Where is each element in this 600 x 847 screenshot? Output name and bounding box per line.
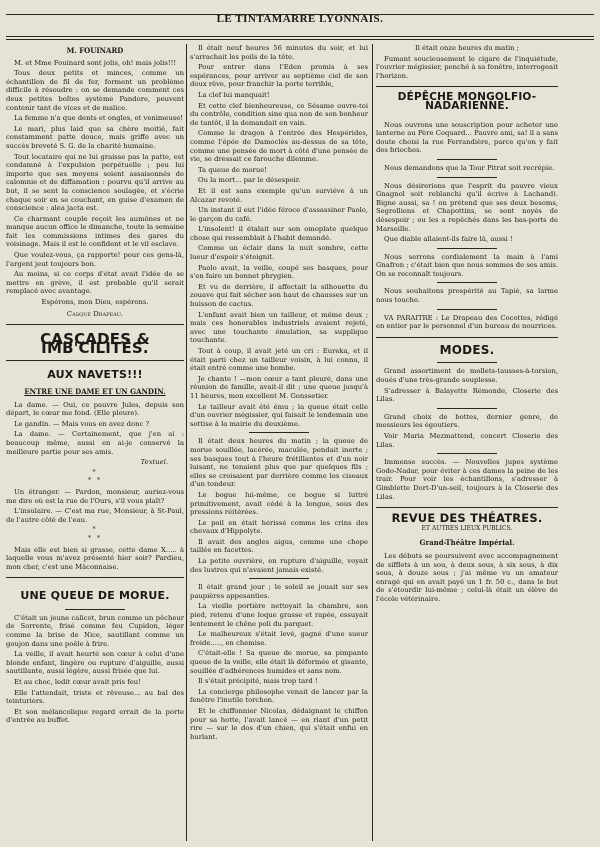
- paragraph: Le poil en était hérissé comme les crins des chevaux d'Hippolyte.: [190, 518, 368, 536]
- paragraph: Il s'était précipité, mais trop tard !: [198, 677, 318, 686]
- paragraph: Immense succès. — Nouvelles jupes système Godo-Nadar, pour éviter à ces dames la peine de les trair. Pour voir les échantillons, s'adresser à Gimblette Dort-D'un-seil, toujours à la Closerie des Lilas.: [376, 458, 558, 501]
- paragraph: Nous désirerions que l'esprit du pauvre vieux Gnagnol soit reblanchi qu'il écrive à Lachand). Bigne aussi, sa ! on prétend que ses deux besoms, Segrolliens et Chapottins, se sont noyés de désespoir ; ou les a repêchés dans les bas-ports de Marseille.: [376, 181, 558, 233]
- paragraph: Fumant soucieusement le cigare de l'inquiétude, l'ouvrier mégissier, penché à sa fenêtre, interrogeait l'horizon.: [376, 54, 558, 80]
- paragraph: Nous souhaitons prospérité au Tapié, sa larme nous touche.: [376, 287, 558, 305]
- paragraph: Voir Maria Mezmattend, concert Closerie des Lilas.: [376, 432, 558, 449]
- column-right: [376, 44, 558, 841]
- section-rule: [6, 324, 184, 325]
- paragraph: Mais elle est bien si grasse, cette dame X..... à laquelle vous m'avez présenté hier soir? Pardieu, mon cher, c'est une Mâconnaise.: [6, 545, 184, 571]
- paragraph: Que voulez-vous, ça rapporte! pour ces gens-là, l'argent jeut toujours bon.: [6, 251, 184, 268]
- section-heading-revue: REVUE DES THÉATRES.: [391, 511, 543, 526]
- separator-asterisks: * * *: [88, 526, 102, 542]
- paragraph: Le mari, plus laid que sa chère moitié, fait constamment patte douce, mais griffe avec un succès breveté S. G. de la charité humaine.: [6, 124, 184, 150]
- article-heading-navets: AUX NAVETS!!!: [47, 368, 143, 382]
- paragraph: Pour entrer dans l'Eden promis à ses espérances, pour arriver au septième ciel de son doux rêve, pour franchir la porte terrible,: [190, 63, 368, 89]
- paragraph: La vieille portière nettoyait la chambre, son pied, retenu d'une loque grasse et rapée, essuyait lentement le chêne poli du parquet.: [190, 602, 368, 628]
- paragraph: Elle l'attendait, triste et rêveuse... au bal des teinturiers.: [6, 688, 184, 706]
- dialog-line: Le gandin. — Mais vous en avez donc ?: [14, 419, 150, 428]
- paragraph: Je chante ! —mon cœur a tant pleuré, dans une réunion de famille, avait-il dit ; une queue jusqu'à 11 heures, mon excellent M. Gonssetier.: [190, 374, 368, 400]
- column-left: [6, 44, 184, 841]
- dialog-line: L'insulaire. — C'est ma rue, Monsieur, à St-Paul, de l'autre côté de l'eau.: [6, 507, 184, 524]
- paragraph: Le tailleur avait été ému ; la queue était celle d'un ouvrier mégissier, qui faisait le lendemain une sottise à la mairie du deuxième.: [190, 402, 368, 428]
- paragraph: L'insolent! il étalait sur son omoplate quelque chose qui ressemblait à l'habit demandé.: [190, 225, 368, 242]
- dialog-line: Un étranger. — Pardon, monsieur, auriez-vous me dire où est la rue de l'Ours, s'il vous plaît?: [6, 487, 184, 505]
- column-middle: [190, 44, 368, 841]
- paragraph: Et au choc, ledit cœur avait pris feu!: [14, 678, 141, 687]
- signature: Casque Drapeau.: [66, 309, 124, 318]
- heading-underline: [65, 609, 125, 610]
- section-rule: [6, 360, 184, 361]
- separator-rule: [437, 159, 497, 160]
- paragraph: La femme n'a que dents et ongles, et venimeuse!: [14, 114, 183, 123]
- separator-rule: [437, 248, 497, 249]
- paragraph: La concierge philosophe venait de lancer par la fenêtre l'inutile torchon.: [190, 687, 368, 705]
- paragraph: Il était grand jour ; le soleil se jouait sur ses paupières appesanties.: [190, 583, 368, 600]
- paragraph: Et son mélancolique regard errait de la porte d'entrée au buffet.: [6, 707, 184, 725]
- paragraph: Et le chiffonnier Nicolas, dédaignant le chiffon pour sa hotte, l'avait lancé — en riant d'un petit rire — sur le dos d'un chien, qui s'était enfui en hurlant.: [190, 706, 368, 741]
- paragraph: S'adresser à Balayette Rémonde, Closerie des Lilas.: [376, 386, 558, 404]
- section-rule: [376, 86, 558, 87]
- paragraph: Et cette clef bienheureuse, ce Sésame ouvre-toi du contrôle, condition sine qua non de son bonheur de tantôt, il la demandait en vain.: [190, 101, 368, 127]
- paragraph: Tous deux petits et minces, comme un échantillon de fil de fer, forment un problème difficile à résoudre : on se demande comment ces deux petites boîtes système Pandore, peuvent contenir tant de vices et de malice.: [6, 69, 184, 112]
- paragraph: C'était-elle ! Sa queue de morue, sa pimpante queue de la veille, elle était là déformée et gisante, souillée d'adhérences humides et sans nom.: [190, 649, 368, 675]
- section-rule: [376, 507, 558, 508]
- newspaper-title: LE TINTAMARRE LYONNAIS.: [216, 13, 384, 25]
- separator-rule: [437, 177, 497, 178]
- section-rule: [6, 577, 184, 578]
- article-heading-queue: UNE QUEUE DE MORUE.: [20, 589, 170, 603]
- separator-rule: [437, 408, 497, 409]
- paragraph: Nous ouvrons une souscription pour acheter une lanterne au Père Coquard... Pauvre ami, sa! il a sans doute choisi la rue Ferrandière, parce qu'on y fait des brioches.: [376, 120, 558, 155]
- dialog-line: La dame. — Certainement, que j'en ai : beaucoup même, aussi en ai-je conservé la meilleure partie pour ses amis.: [6, 430, 184, 456]
- paragraph: Le bogue lui-même, ce bogue si luttré primitivement, avait cédé à la longue, sous des pressions réitérées.: [190, 490, 368, 517]
- paragraph: Que diable allaient-ils faire là, aussi !: [384, 235, 513, 244]
- paragraph: Il avait des angles aigus, comme une chope taillée en facettes.: [190, 537, 368, 555]
- section-heading-modes: MODES.: [439, 342, 495, 357]
- paragraph: Et vu de derrière, il affectait la silhouette du zouave qui fait sécher son haut de chausses sur un buisson de cactus.: [190, 282, 368, 309]
- paragraph: Et il est sans exemple qu'un surviéve à un Alcazar revoté.: [190, 186, 368, 204]
- paragraph: La veille, il avait heurté son cœur à celui d'une blonde enfant, lingère ou rupture d'aiguille, aussi sautillante, aussi légère, aussi frisée que lui.: [6, 650, 184, 676]
- paragraph: Comme un éclair dans la nuit sombre, cette lueur d'espoir s'éteignit.: [190, 244, 368, 262]
- article-fouinard: [6, 59, 184, 307]
- dialog-line: La dame. — Oui, ce pauvre Jules, depuis son départ, le cœur me fond. (Elle pleure).: [6, 400, 184, 418]
- column-divider: [372, 44, 373, 841]
- paragraph: Paolo avait, la veille, coupé ses basques, pour s'en faire un bonnet phrygien.: [190, 263, 368, 281]
- separator-rule: [437, 282, 497, 283]
- paragraph: Ou la mort... par le désespoir.: [198, 176, 301, 185]
- masthead-rule-double: [6, 39, 594, 40]
- article-subheading: ENTRE UNE DAME ET UN GANDIN.: [24, 387, 166, 396]
- paragraph: Grand choix de bottes, dernier genre, de messieurs les égoutiers.: [376, 412, 558, 430]
- paragraph: L'enfant avait bien un tailleur, et même deux ; mais ces honorables industriels avaient rejeté, avec une touchante émulation, sa supplique touchante.: [190, 310, 368, 345]
- column-divider: [186, 44, 187, 841]
- separator-rule: [437, 453, 497, 454]
- paragraph: Les débuts se poursuivent avec accompagnement de sifflets à un sou, à deux sous, à six sous, à dix sous, à douze sous ; j'ai même vu un amateur enragé qui en avait payé un 1 fr. 50 c., dans le but de s'étourdir lui-même ; celui-là était un élève de l'école vétérinaire.: [376, 551, 558, 603]
- article-heading-fouinard: M. FOUINARD: [66, 46, 124, 55]
- paragraph: Il était deux heures du matin ; la queue de morue souillée, lacérée, maculée, pendait inerte ; ses basques tout à l'heure frétillantes et d'un noir luisant, ne tenaient plus que par quelques fils ; elles se croisaient par derrière comme les ciseaux d'un tondeur.: [190, 437, 368, 489]
- heading-underline: [437, 362, 497, 363]
- paragraph: Le malheureux s'était levé, gagné d'une sueur froide....., en chemise.: [190, 630, 368, 647]
- announcement: VA PARAITRE : Le Drapeau des Cocottes, rédigé en entier par le personnel d'un bureau de nourrices.: [376, 313, 558, 331]
- section-rule: [376, 337, 558, 338]
- paragraph: Comme le dragon à l'entrée des Hespérides, comme l'épée de Damoclès au-dessus de sa tête, comme une pensée de mort à côté d'une pensée de vie, se dressait ce farouche dilemme.: [190, 129, 368, 164]
- paragraph: C'était un jeune calicot, brun comme un pêcheur de Sorrente, frisé comme feu Cupidon, léger comme la brise de Nice, sautillant comme un goujon dans une poêle à frire.: [6, 613, 184, 648]
- paragraph: Il était onze heures du matin ;: [415, 44, 519, 52]
- separator-rule: [249, 432, 309, 433]
- theatre-name: Grand-Théâtre Impérial.: [419, 538, 515, 548]
- paragraph: Ce charmant couple reçoit les aumônes et ne manque aucun office le dimanche, toute la semaine fait les commissions intimes des gares du voisinage. Mais il est le confident et le vil esclave.: [6, 214, 184, 249]
- masthead-rule: [6, 36, 594, 37]
- paragraph: Espérons, mon Dieu, espérons.: [41, 298, 149, 307]
- dialog-signature: Textuel.: [140, 458, 168, 467]
- section-heading-depeche: DÉPÊCHE MONGOLFIO-NADARIENNE.: [397, 91, 537, 112]
- paragraph: Au moins, si ce corps d'état avait l'idée de se mettre en grève, il est probable qu'il serait remplacé avec avantage.: [6, 270, 184, 296]
- separator-rule: [249, 578, 309, 579]
- section-heading-cascades: CASCADES & IMB'CILITÉS.: [40, 330, 150, 357]
- section-subheading: ET AUTRES LIEUX PUBLICS.: [421, 524, 513, 532]
- paragraph: Grand assortiment de mollets-tausses-à-torsion, doués d'une très-grande souplesse.: [376, 367, 558, 385]
- paragraph: Nous demandons que la Tour Pitrat soit recrépie.: [384, 163, 555, 172]
- paragraph: Un instant il eut l'idée féroce d'assassiner Paolo, le garçon du café.: [190, 206, 368, 223]
- paragraph: La clef lui manquait!: [198, 90, 270, 99]
- paragraph: Nous serrons cordialement la main à l'ami Gnafron ; c'était bien que nous sommes de ses amis. On se reconnaît toujours.: [376, 252, 558, 278]
- separator-asterisks: * * *: [88, 468, 102, 485]
- paragraph: Tout à coup, il avait jeté un cri : Eureka, et il était parti chez un tailleur voisin, à lui connu, il était entré comme une bombe.: [190, 347, 368, 373]
- masthead: [0, 0, 600, 40]
- separator-rule: [437, 309, 497, 310]
- paragraph: Il était neuf heures 56 minutes du soir, et lui s'arrachait les poils de la tête.: [190, 44, 368, 61]
- paragraph: Tout locataire qui ne lui graisse pas la patte, est condamné à l'expulsion perpétuelle ; peu lui importe que ses moyens soient assaisonnés de calomnie et de diffamation : pourvu qu'il arrive au but, il se sent la conscience soulagée, et s'écrie chaque soir en se couchant, en guise d'examen de conscience : alea jacta est.: [6, 152, 184, 213]
- paragraph: La petite ouvrière, en rupture d'aiguille, voyait des lustres qui n'avaient jamais existé.: [190, 557, 368, 574]
- paragraph: M. et Mme Fouinard sont jolis, oh! mais jolis!!!: [14, 58, 177, 67]
- paragraph: Ta queue de morue!: [198, 165, 267, 174]
